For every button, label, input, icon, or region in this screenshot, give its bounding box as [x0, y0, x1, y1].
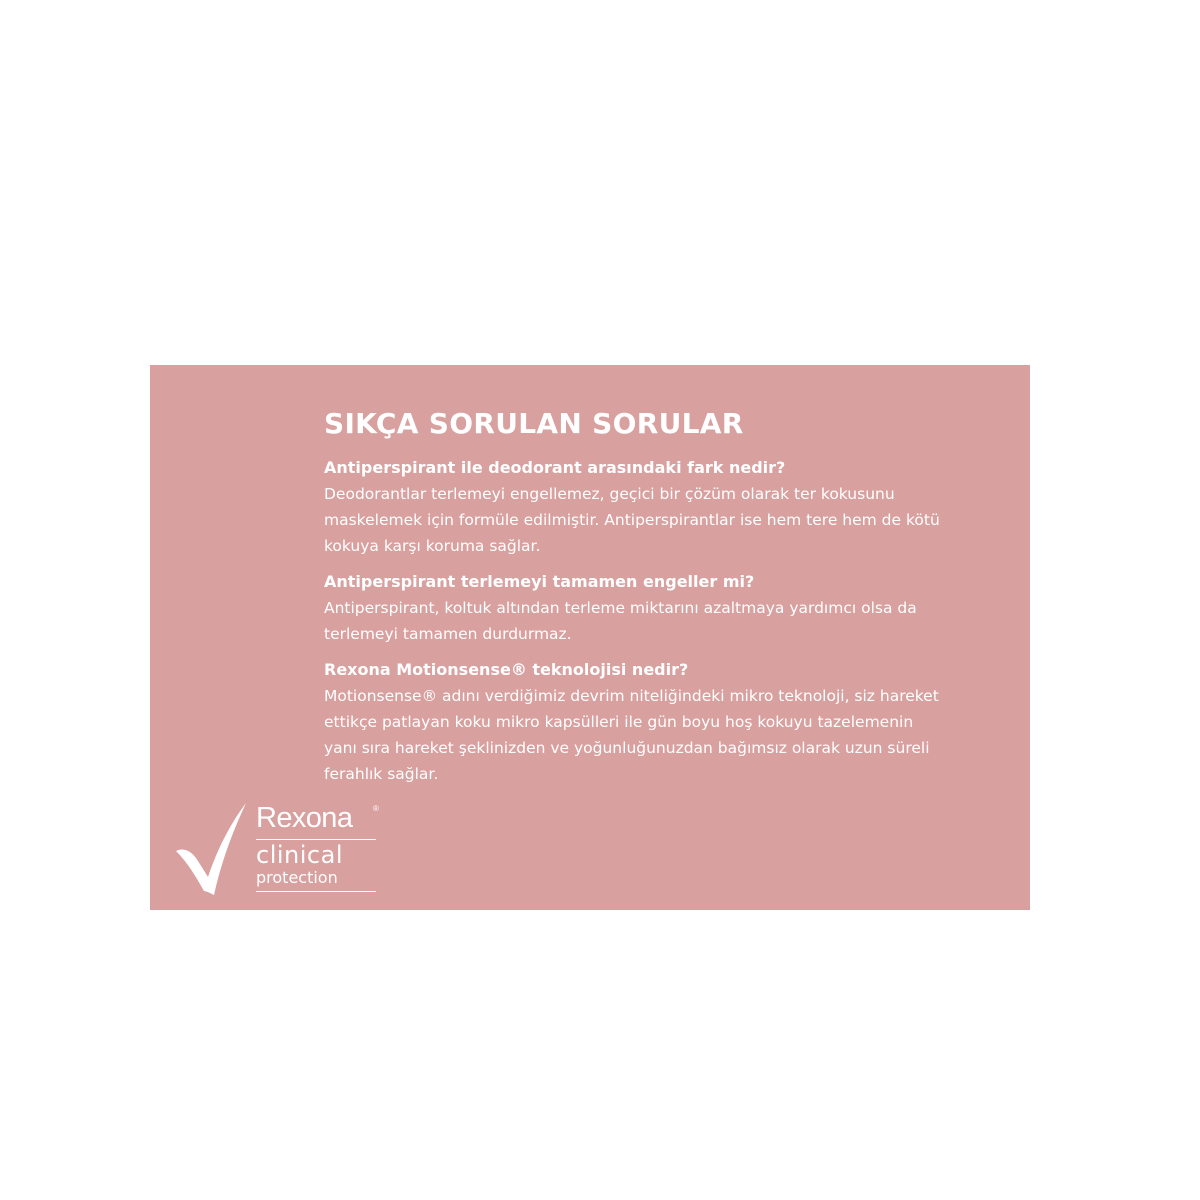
faq-answer-line: kokuya karşı koruma sağlar.	[324, 537, 541, 555]
faq-question: Antiperspirant ile deodorant arasındaki fark nedir?	[324, 458, 786, 477]
faq-answer-line: terlemeyi tamamen durdurmaz.	[324, 625, 572, 643]
faq-answer-line: Deodorantlar terlemeyi engellemez, geçici bir çözüm olarak ter kokusunu	[324, 485, 895, 503]
faq-answer-line: Motionsense® adını verdiğimiz devrim niteliğindeki mikro teknoloji, siz hareket	[324, 687, 939, 705]
faq-item	[324, 657, 1014, 787]
faq-item	[324, 455, 1014, 559]
brand-subline-clinical: clinical	[256, 841, 343, 869]
faq-answer-line: ferahlık sağlar.	[324, 765, 439, 783]
faq-panel	[150, 365, 1030, 910]
faq-answer-line: maskelemek için formüle edilmiştir. Antiperspirantlar ise hem tere hem de kötü	[324, 511, 940, 529]
brand-subline-protection: protection	[256, 868, 338, 887]
faq-answer-line: yanı sıra hareket şeklinizden ve yoğunluğunuzdan bağımsız olarak uzun süreli	[324, 739, 930, 757]
faq-answer	[324, 481, 1014, 559]
faq-content	[324, 405, 1014, 797]
brand-name: Rexona	[256, 802, 353, 834]
brand-divider	[256, 891, 376, 892]
faq-answer-line: Antiperspirant, koltuk altından terleme miktarını azaltmaya yardımcı olsa da	[324, 599, 917, 617]
faq-answer	[324, 595, 1014, 647]
faq-item	[324, 569, 1014, 647]
brand-divider	[256, 839, 376, 840]
checkmark-icon	[174, 801, 248, 897]
faq-answer-line: ettikçe patlayan koku mikro kapsülleri ile gün boyu hoş kokuyu tazelemenin	[324, 713, 914, 731]
faq-question: Rexona Motionsense® teknolojisi nedir?	[324, 660, 689, 679]
registered-mark: ®	[373, 804, 379, 813]
faq-title: SIKÇA SORULAN SORULAR	[324, 407, 744, 440]
faq-question: Antiperspirant terlemeyi tamamen engeller mi?	[324, 572, 755, 591]
brand-logo	[174, 801, 379, 897]
faq-answer	[324, 683, 1014, 787]
